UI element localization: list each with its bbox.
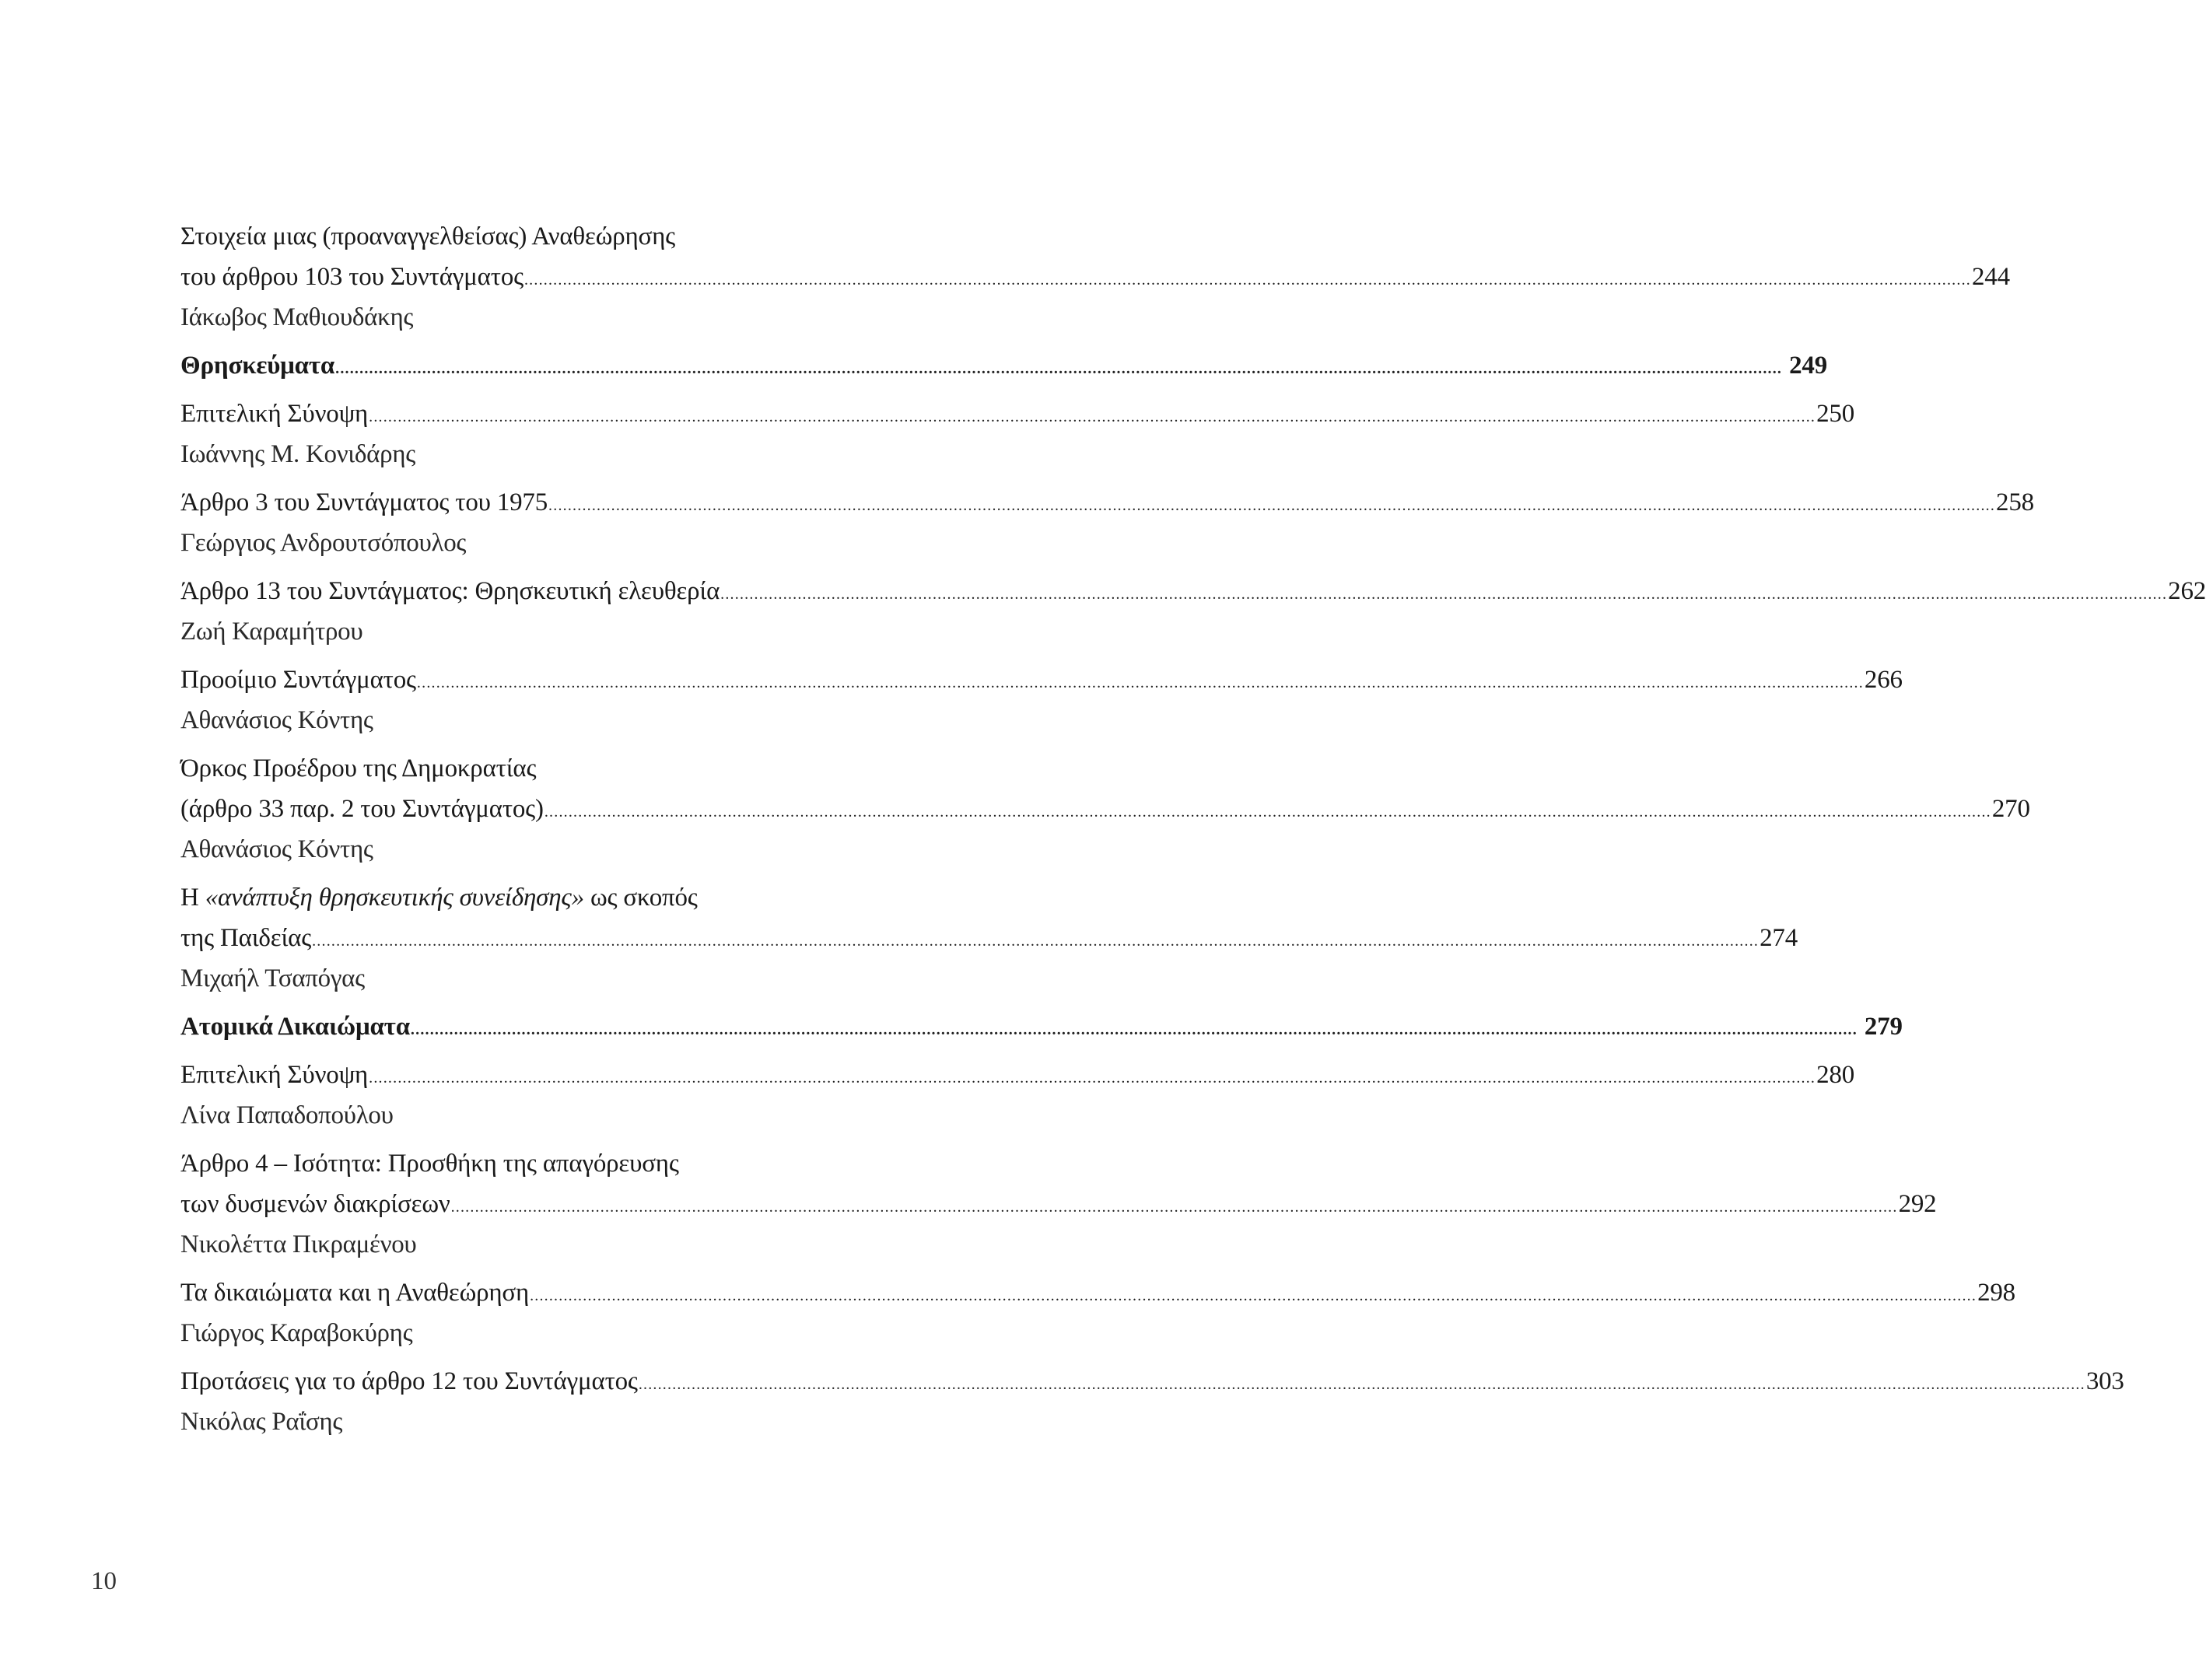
- toc-entry-author: Αθανάσιος Κόντης: [180, 835, 373, 863]
- toc-entry-page-number: 249: [1789, 352, 1828, 380]
- toc-entry[interactable]: [180, 1272, 2015, 1353]
- toc-entry[interactable]: [180, 877, 1798, 999]
- dot-leader: ............................................................................................................................................................................................................................................................................................................: [312, 933, 1760, 950]
- toc-entry[interactable]: [180, 1143, 1937, 1265]
- toc-entry-leader-line: [180, 918, 1798, 958]
- toc-entry-author: Νικόλας Ραΐσης: [180, 1408, 343, 1436]
- toc-entry-title-line: Όρκος Προέδρου της Δημοκρατίας: [180, 754, 537, 782]
- toc-entry-leader-line: [180, 1361, 2124, 1402]
- toc-entry-author: Μιχαήλ Τσαπόγας: [180, 964, 365, 992]
- title-prefix: Η: [180, 884, 205, 912]
- toc-entry[interactable]: [180, 394, 1855, 474]
- toc-entry[interactable]: [180, 216, 2010, 338]
- toc-entry-author: Ιωάννης Μ. Κονιδάρης: [180, 440, 416, 468]
- toc-entry-leader-line: [180, 1184, 1937, 1224]
- toc-entry[interactable]: [180, 660, 1903, 740]
- toc-entry-leader-line: [180, 789, 2030, 829]
- toc-entry-title-line: Επιτελική Σύνοψη: [180, 400, 369, 428]
- dot-leader: ............................................................................................................................................................................................................................................................................................................: [335, 360, 1783, 377]
- toc-entry-title-line: Στοιχεία μιας (προαναγγελθείσας) Αναθεώρησης: [180, 222, 676, 250]
- toc-entry[interactable]: [180, 748, 2030, 870]
- toc-entry-author: Γεώργιος Ανδρουτσόπουλος: [180, 529, 467, 557]
- toc-entry-page-number: 250: [1816, 400, 1855, 428]
- toc-entry-title-line: Τα δικαιώματα και η Αναθεώρηση: [180, 1279, 530, 1307]
- table-of-contents: [180, 216, 2206, 1450]
- dot-leader: ............................................................................................................................................................................................................................................................................................................: [416, 674, 1864, 691]
- toc-entry-leader-line: [180, 660, 1903, 700]
- toc-entry-title-line: των δυσμενών διακρίσεων: [180, 1190, 450, 1218]
- toc-entry-page-number: 274: [1760, 924, 1798, 952]
- toc-entry-page-number: 292: [1898, 1190, 1937, 1218]
- dot-leader: ............................................................................................................................................................................................................................................................................................................: [548, 497, 1996, 514]
- toc-entry-title-line: Προοίμιο Συντάγματος: [180, 666, 416, 694]
- toc-section-heading[interactable]: [180, 1006, 1903, 1047]
- toc-entry-page-number: 266: [1864, 666, 1903, 694]
- toc-entry-leader-line: [180, 1006, 1903, 1047]
- toc-entry-leader-line: [180, 571, 2206, 611]
- title-italic-quote: «ανάπτυξη θρησκευτικής συνείδησης»: [205, 884, 584, 912]
- dot-leader: ............................................................................................................................................................................................................................................................................................................: [369, 1069, 1816, 1087]
- toc-entry[interactable]: [180, 482, 2034, 563]
- toc-entry-leader-line: [180, 1272, 2015, 1313]
- dot-leader: ............................................................................................................................................................................................................................................................................................................: [544, 803, 1991, 821]
- toc-entry-page-number: 258: [1996, 488, 2034, 516]
- dot-leader: ............................................................................................................................................................................................................................................................................................................: [523, 271, 1971, 289]
- toc-entry-author: Ιάκωβος Μαθιουδάκης: [180, 303, 414, 331]
- toc-entry-author: Νικολέττα Πικραμένου: [180, 1230, 417, 1258]
- dot-leader: ............................................................................................................................................................................................................................................................................................................: [369, 408, 1816, 425]
- toc-section-title: Ατομικά Δικαιώματα: [180, 1013, 410, 1041]
- toc-section-heading[interactable]: [180, 345, 1828, 386]
- toc-entry-title-line: Άρθρο 13 του Συντάγματος: Θρησκευτική ελευθερία: [180, 577, 720, 605]
- dot-leader: ............................................................................................................................................................................................................................................................................................................: [720, 586, 2168, 603]
- toc-entry-leader-line: [180, 1055, 1855, 1095]
- title-suffix: ως σκοπός: [583, 884, 698, 912]
- dot-leader: ............................................................................................................................................................................................................................................................................................................: [638, 1376, 2085, 1393]
- toc-section-title: Θρησκεύματα: [180, 352, 335, 380]
- toc-entry-title-line: Επιτελική Σύνοψη: [180, 1061, 369, 1089]
- toc-entry-title-line: Άρθρο 4 – Ισότητα: Προσθήκη της απαγόρευσης: [180, 1150, 679, 1178]
- toc-entry[interactable]: [180, 1055, 1855, 1136]
- toc-entry-leader-line: [180, 257, 2010, 297]
- toc-entry-page-number: 279: [1864, 1013, 1903, 1041]
- toc-entry-leader-line: [180, 394, 1855, 434]
- toc-entry-page-number: 298: [1977, 1279, 2015, 1307]
- toc-entry-page-number: 303: [2085, 1367, 2124, 1395]
- toc-entry-page-number: 262: [2168, 577, 2206, 605]
- toc-entry-author: Αθανάσιος Κόντης: [180, 706, 373, 734]
- toc-entry-title-line: (άρθρο 33 παρ. 2 του Συντάγματος): [180, 795, 544, 823]
- toc-entry-page-number: 244: [1971, 263, 2010, 291]
- toc-entry-author: Λίνα Παπαδοπούλου: [180, 1101, 394, 1129]
- toc-entry-author: Ζωή Καραμήτρου: [180, 618, 363, 646]
- toc-entry-page-number: 270: [1991, 795, 2030, 823]
- dot-leader: ............................................................................................................................................................................................................................................................................................................: [530, 1287, 1977, 1304]
- page-number: 10: [91, 1567, 117, 1595]
- toc-entry-author: Γιώργος Καραβοκύρης: [180, 1319, 413, 1347]
- toc-entry[interactable]: [180, 571, 2206, 652]
- toc-entry-title-line: της Παιδείας: [180, 924, 312, 952]
- dot-leader: ............................................................................................................................................................................................................................................................................................................: [410, 1021, 1858, 1038]
- toc-entry-leader-line: [180, 345, 1828, 386]
- toc-entry-leader-line: [180, 482, 2034, 523]
- toc-entry-title-line: Άρθρο 3 του Συντάγματος του 1975: [180, 488, 548, 516]
- toc-entry-page-number: 280: [1816, 1061, 1855, 1089]
- toc-entry-title-line: Προτάσεις για το άρθρο 12 του Συντάγματος: [180, 1367, 638, 1395]
- toc-entry[interactable]: [180, 1361, 2124, 1442]
- dot-leader: ............................................................................................................................................................................................................................................................................................................: [450, 1199, 1898, 1216]
- toc-entry-title-line: [180, 877, 977, 918]
- toc-entry-title-line: του άρθρου 103 του Συντάγματος: [180, 263, 523, 291]
